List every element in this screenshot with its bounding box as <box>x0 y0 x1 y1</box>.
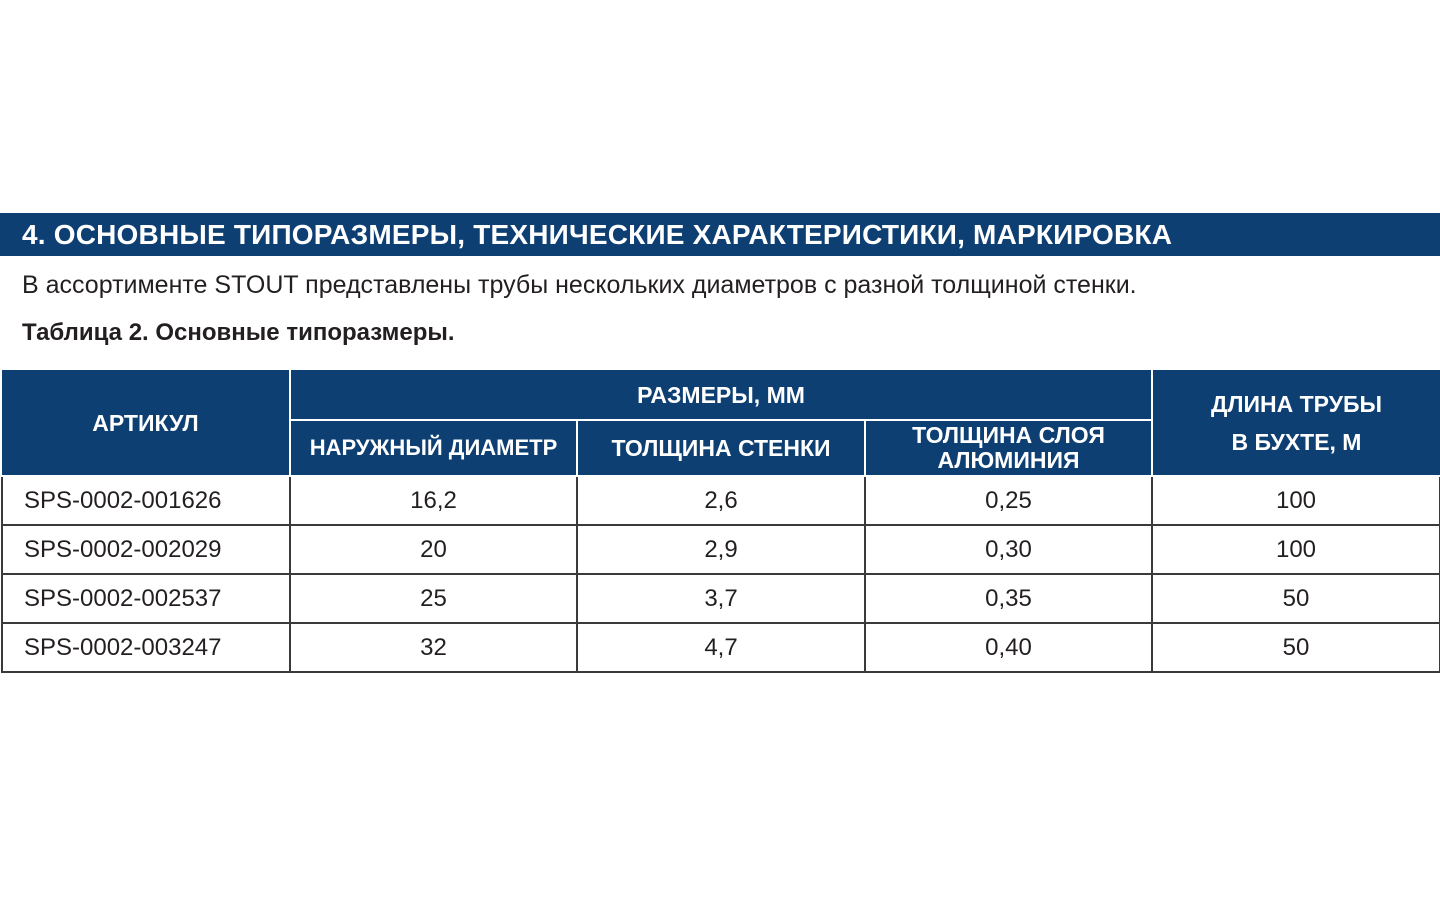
cell-wall-thickness: 4,7 <box>577 623 865 672</box>
header-article: АРТИКУЛ <box>2 370 290 476</box>
table-row <box>2 623 1440 672</box>
cell-article: SPS-0002-001626 <box>2 476 290 525</box>
cell-outer-diameter: 25 <box>290 574 577 623</box>
cell-outer-diameter: 16,2 <box>290 476 577 525</box>
table-caption: Таблица 2. Основные типоразмеры. <box>22 319 455 346</box>
intro-text: В ассортименте STOUT представлены трубы нескольких диаметров с разной толщиной стенки. <box>22 271 1137 299</box>
section-header-bar <box>0 213 1440 256</box>
cell-coil-length: 50 <box>1152 574 1440 623</box>
cell-coil-length: 50 <box>1152 623 1440 672</box>
cell-wall-thickness: 2,6 <box>577 476 865 525</box>
header-outer-diameter: НАРУЖНЫЙ ДИАМЕТР <box>290 420 577 476</box>
header-coil-length <box>1152 370 1440 476</box>
cell-aluminum-thickness: 0,25 <box>865 476 1152 525</box>
table-row <box>2 476 1440 525</box>
header-row-1 <box>2 370 1440 420</box>
cell-outer-diameter: 20 <box>290 525 577 574</box>
cell-coil-length: 100 <box>1152 525 1440 574</box>
cell-wall-thickness: 2,9 <box>577 525 865 574</box>
cell-wall-thickness: 3,7 <box>577 574 865 623</box>
table-body <box>2 476 1440 672</box>
cell-outer-diameter: 32 <box>290 623 577 672</box>
cell-coil-length: 100 <box>1152 476 1440 525</box>
table-row <box>2 525 1440 574</box>
cell-aluminum-thickness: 0,40 <box>865 623 1152 672</box>
section-title: 4. ОСНОВНЫЕ ТИПОРАЗМЕРЫ, ТЕХНИЧЕСКИЕ ХАРАКТЕРИСТИКИ, МАРКИРОВКА <box>22 218 1173 250</box>
header-wall-thickness: ТОЛЩИНА СТЕНКИ <box>577 420 865 476</box>
table-header <box>2 370 1440 476</box>
table-row <box>2 574 1440 623</box>
header-aluminum-thickness: ТОЛЩИНА СЛОЯ АЛЮМИНИЯ <box>865 420 1152 476</box>
header-coil-length-line2: В БУХТЕ, М <box>1231 428 1362 455</box>
sizes-table <box>1 370 1440 673</box>
cell-article: SPS-0002-002029 <box>2 525 290 574</box>
header-sizes-group: РАЗМЕРЫ, ММ <box>290 370 1152 420</box>
cell-aluminum-thickness: 0,35 <box>865 574 1152 623</box>
cell-article: SPS-0002-003247 <box>2 623 290 672</box>
cell-article: SPS-0002-002537 <box>2 574 290 623</box>
cell-aluminum-thickness: 0,30 <box>865 525 1152 574</box>
header-coil-length-line1: ДЛИНА ТРУБЫ <box>1210 390 1383 417</box>
